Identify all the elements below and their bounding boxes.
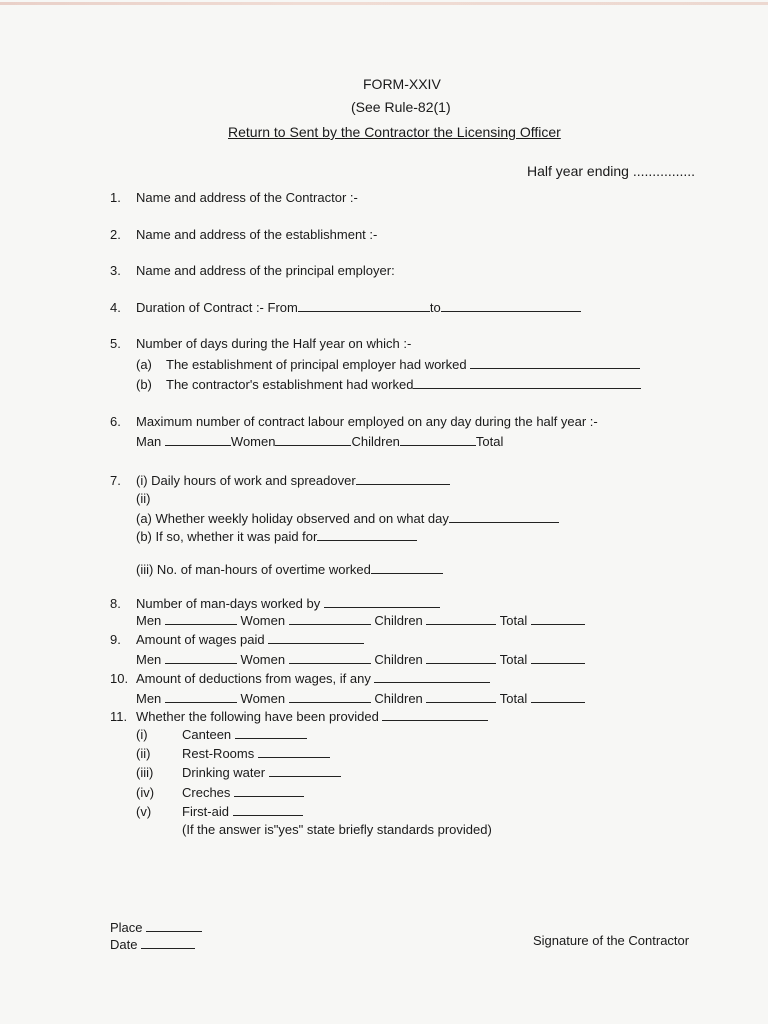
man-days-men-field[interactable] bbox=[165, 613, 237, 625]
scan-edge-line bbox=[0, 2, 768, 5]
item-5-number: 5. bbox=[110, 336, 121, 351]
item-9-men-label: Men bbox=[136, 652, 162, 667]
drinking-water-label: Drinking water bbox=[182, 765, 266, 780]
item-1-label: Name and address of the Contractor :- bbox=[136, 190, 358, 205]
item-11-row bbox=[136, 709, 488, 725]
item-9-total-label: Total bbox=[499, 652, 528, 667]
wages-total-field[interactable] bbox=[531, 652, 585, 664]
item-5b-text: The contractor's establishment had worked bbox=[166, 377, 414, 392]
item-11-iii-label: (iii) bbox=[136, 765, 154, 780]
man-days-women-field[interactable] bbox=[289, 613, 371, 625]
first-aid-label: First-aid bbox=[182, 804, 229, 819]
item-9-row bbox=[136, 632, 364, 648]
item-6-label: Maximum number of contract labour employed on any day during the half year :- bbox=[136, 414, 598, 429]
first-aid-field[interactable] bbox=[233, 804, 303, 816]
item-8-total-label: Total bbox=[499, 613, 528, 628]
item-6-children-label: Children bbox=[351, 434, 400, 449]
item-1-number: 1. bbox=[110, 190, 121, 205]
item-10-women-label: Women bbox=[240, 691, 286, 706]
wages-children-field[interactable] bbox=[426, 652, 496, 664]
item-5a-label: (a) bbox=[136, 357, 152, 372]
item-3-label: Name and address of the principal employer: bbox=[136, 263, 395, 278]
item-7-number: 7. bbox=[110, 473, 121, 488]
item-11-ii-label: (ii) bbox=[136, 746, 151, 761]
contract-to-field[interactable] bbox=[441, 300, 581, 312]
item-8-children-label: Children bbox=[374, 613, 423, 628]
item-7a-text: (a) Whether weekly holiday observed and on what day bbox=[136, 511, 449, 526]
item-7iii-text: (iii) No. of man-hours of overtime worked bbox=[136, 562, 371, 577]
weekly-holiday-field[interactable] bbox=[449, 511, 559, 523]
item-5b-label: (b) bbox=[136, 377, 152, 392]
item-5a-text: The establishment of principal employer had worked bbox=[166, 357, 467, 372]
item-8-breakdown bbox=[136, 613, 585, 629]
first-aid-row bbox=[182, 804, 303, 820]
contractor-days-field[interactable] bbox=[413, 377, 641, 389]
form-subtitle: Return to Sent by the Contractor the Licensing Officer bbox=[228, 124, 561, 140]
facilities-provided-field[interactable] bbox=[382, 709, 488, 721]
item-2-label: Name and address of the establishment :- bbox=[136, 227, 378, 242]
wages-paid-field[interactable] bbox=[268, 632, 364, 644]
item-9-breakdown bbox=[136, 652, 585, 668]
item-7iii-row bbox=[136, 562, 443, 578]
item-3-number: 3. bbox=[110, 263, 121, 278]
rest-rooms-label: Rest-Rooms bbox=[182, 746, 255, 761]
item-7a-row bbox=[136, 511, 559, 527]
item-10-men-label: Men bbox=[136, 691, 162, 706]
item-7i-row bbox=[136, 473, 450, 489]
contractor-signature: Signature of the Contractor bbox=[533, 933, 690, 948]
item-7ii-label: (ii) bbox=[136, 491, 151, 506]
item-10-breakdown bbox=[136, 691, 585, 707]
canteen-label: Canteen bbox=[182, 727, 232, 742]
item-7b-row bbox=[136, 529, 417, 545]
date-label: Date bbox=[110, 937, 138, 952]
item-10-total-label: Total bbox=[499, 691, 528, 706]
item-9-children-label: Children bbox=[374, 652, 423, 667]
item-6-man-label: Man bbox=[136, 434, 162, 449]
max-man-field[interactable] bbox=[165, 434, 231, 446]
place-row bbox=[110, 920, 202, 936]
rule-reference: (See Rule-82(1) bbox=[351, 99, 451, 115]
creches-label: Creches bbox=[182, 785, 231, 800]
item-11-i-label: (i) bbox=[136, 727, 148, 742]
item-11-label: Whether the following have been provided bbox=[136, 709, 379, 724]
item-6-women-label: Women bbox=[230, 434, 276, 449]
rest-rooms-field[interactable] bbox=[258, 746, 330, 758]
wages-men-field[interactable] bbox=[165, 652, 237, 664]
item-5a-row bbox=[166, 357, 640, 373]
item-11-number: 11. bbox=[110, 709, 128, 724]
item-5b-row bbox=[166, 377, 641, 393]
man-days-field[interactable] bbox=[324, 596, 440, 608]
item-8-number: 8. bbox=[110, 596, 121, 611]
item-8-row bbox=[136, 596, 440, 612]
drinking-water-field[interactable] bbox=[269, 765, 341, 777]
item-11-note: (If the answer is"yes" state briefly standards provided) bbox=[182, 822, 492, 837]
deductions-women-field[interactable] bbox=[289, 691, 371, 703]
item-4-label: Duration of Contract :- From bbox=[136, 300, 298, 315]
item-4-row bbox=[136, 300, 581, 316]
deductions-children-field[interactable] bbox=[426, 691, 496, 703]
item-9-number: 9. bbox=[110, 632, 121, 647]
item-10-children-label: Children bbox=[374, 691, 423, 706]
date-row bbox=[110, 937, 195, 953]
overtime-hours-field[interactable] bbox=[371, 562, 443, 574]
deductions-men-field[interactable] bbox=[165, 691, 237, 703]
contract-from-field[interactable] bbox=[298, 300, 430, 312]
canteen-field[interactable] bbox=[235, 727, 307, 739]
item-4-number: 4. bbox=[110, 300, 121, 315]
daily-hours-field[interactable] bbox=[356, 473, 450, 485]
date-field[interactable] bbox=[141, 937, 195, 949]
man-days-total-field[interactable] bbox=[531, 613, 585, 625]
holiday-paid-field[interactable] bbox=[317, 529, 417, 541]
item-6-number: 6. bbox=[110, 414, 121, 429]
deductions-field[interactable] bbox=[374, 671, 490, 683]
creches-field[interactable] bbox=[234, 785, 304, 797]
item-8-men-label: Men bbox=[136, 613, 162, 628]
max-children-field[interactable] bbox=[400, 434, 476, 446]
item-10-number: 10. bbox=[110, 671, 129, 686]
deductions-total-field[interactable] bbox=[531, 691, 585, 703]
rest-rooms-row bbox=[182, 746, 330, 762]
principal-employer-days-field[interactable] bbox=[470, 357, 640, 369]
item-5-label: Number of days during the Half year on which :- bbox=[136, 336, 412, 351]
item-7i-text: (i) Daily hours of work and spreadover bbox=[136, 473, 356, 488]
max-women-field[interactable] bbox=[275, 434, 351, 446]
man-days-children-field[interactable] bbox=[426, 613, 496, 625]
item-4-to-label: to bbox=[429, 300, 441, 315]
item-9-label: Amount of wages paid bbox=[136, 632, 265, 647]
item-11-iv-label: (iv) bbox=[136, 785, 155, 800]
item-9-women-label: Women bbox=[240, 652, 286, 667]
item-11-v-label: (v) bbox=[136, 804, 152, 819]
form-number: FORM-XXIV bbox=[363, 76, 441, 92]
canteen-row bbox=[182, 727, 307, 743]
item-10-row bbox=[136, 671, 490, 687]
item-6-total-label: Total bbox=[475, 434, 504, 449]
drinking-water-row bbox=[182, 765, 341, 781]
item-7b-text: (b) If so, whether it was paid for bbox=[136, 529, 318, 544]
item-10-label: Amount of deductions from wages, if any bbox=[136, 671, 371, 686]
half-year-ending: Half year ending ................ bbox=[527, 163, 696, 179]
item-2-number: 2. bbox=[110, 227, 121, 242]
creches-row bbox=[182, 785, 304, 801]
item-6-row bbox=[136, 434, 503, 450]
item-8-label: Number of man-days worked by bbox=[136, 596, 321, 611]
place-label: Place bbox=[110, 920, 143, 935]
wages-women-field[interactable] bbox=[289, 652, 371, 664]
place-field[interactable] bbox=[146, 920, 202, 932]
item-8-women-label: Women bbox=[240, 613, 286, 628]
